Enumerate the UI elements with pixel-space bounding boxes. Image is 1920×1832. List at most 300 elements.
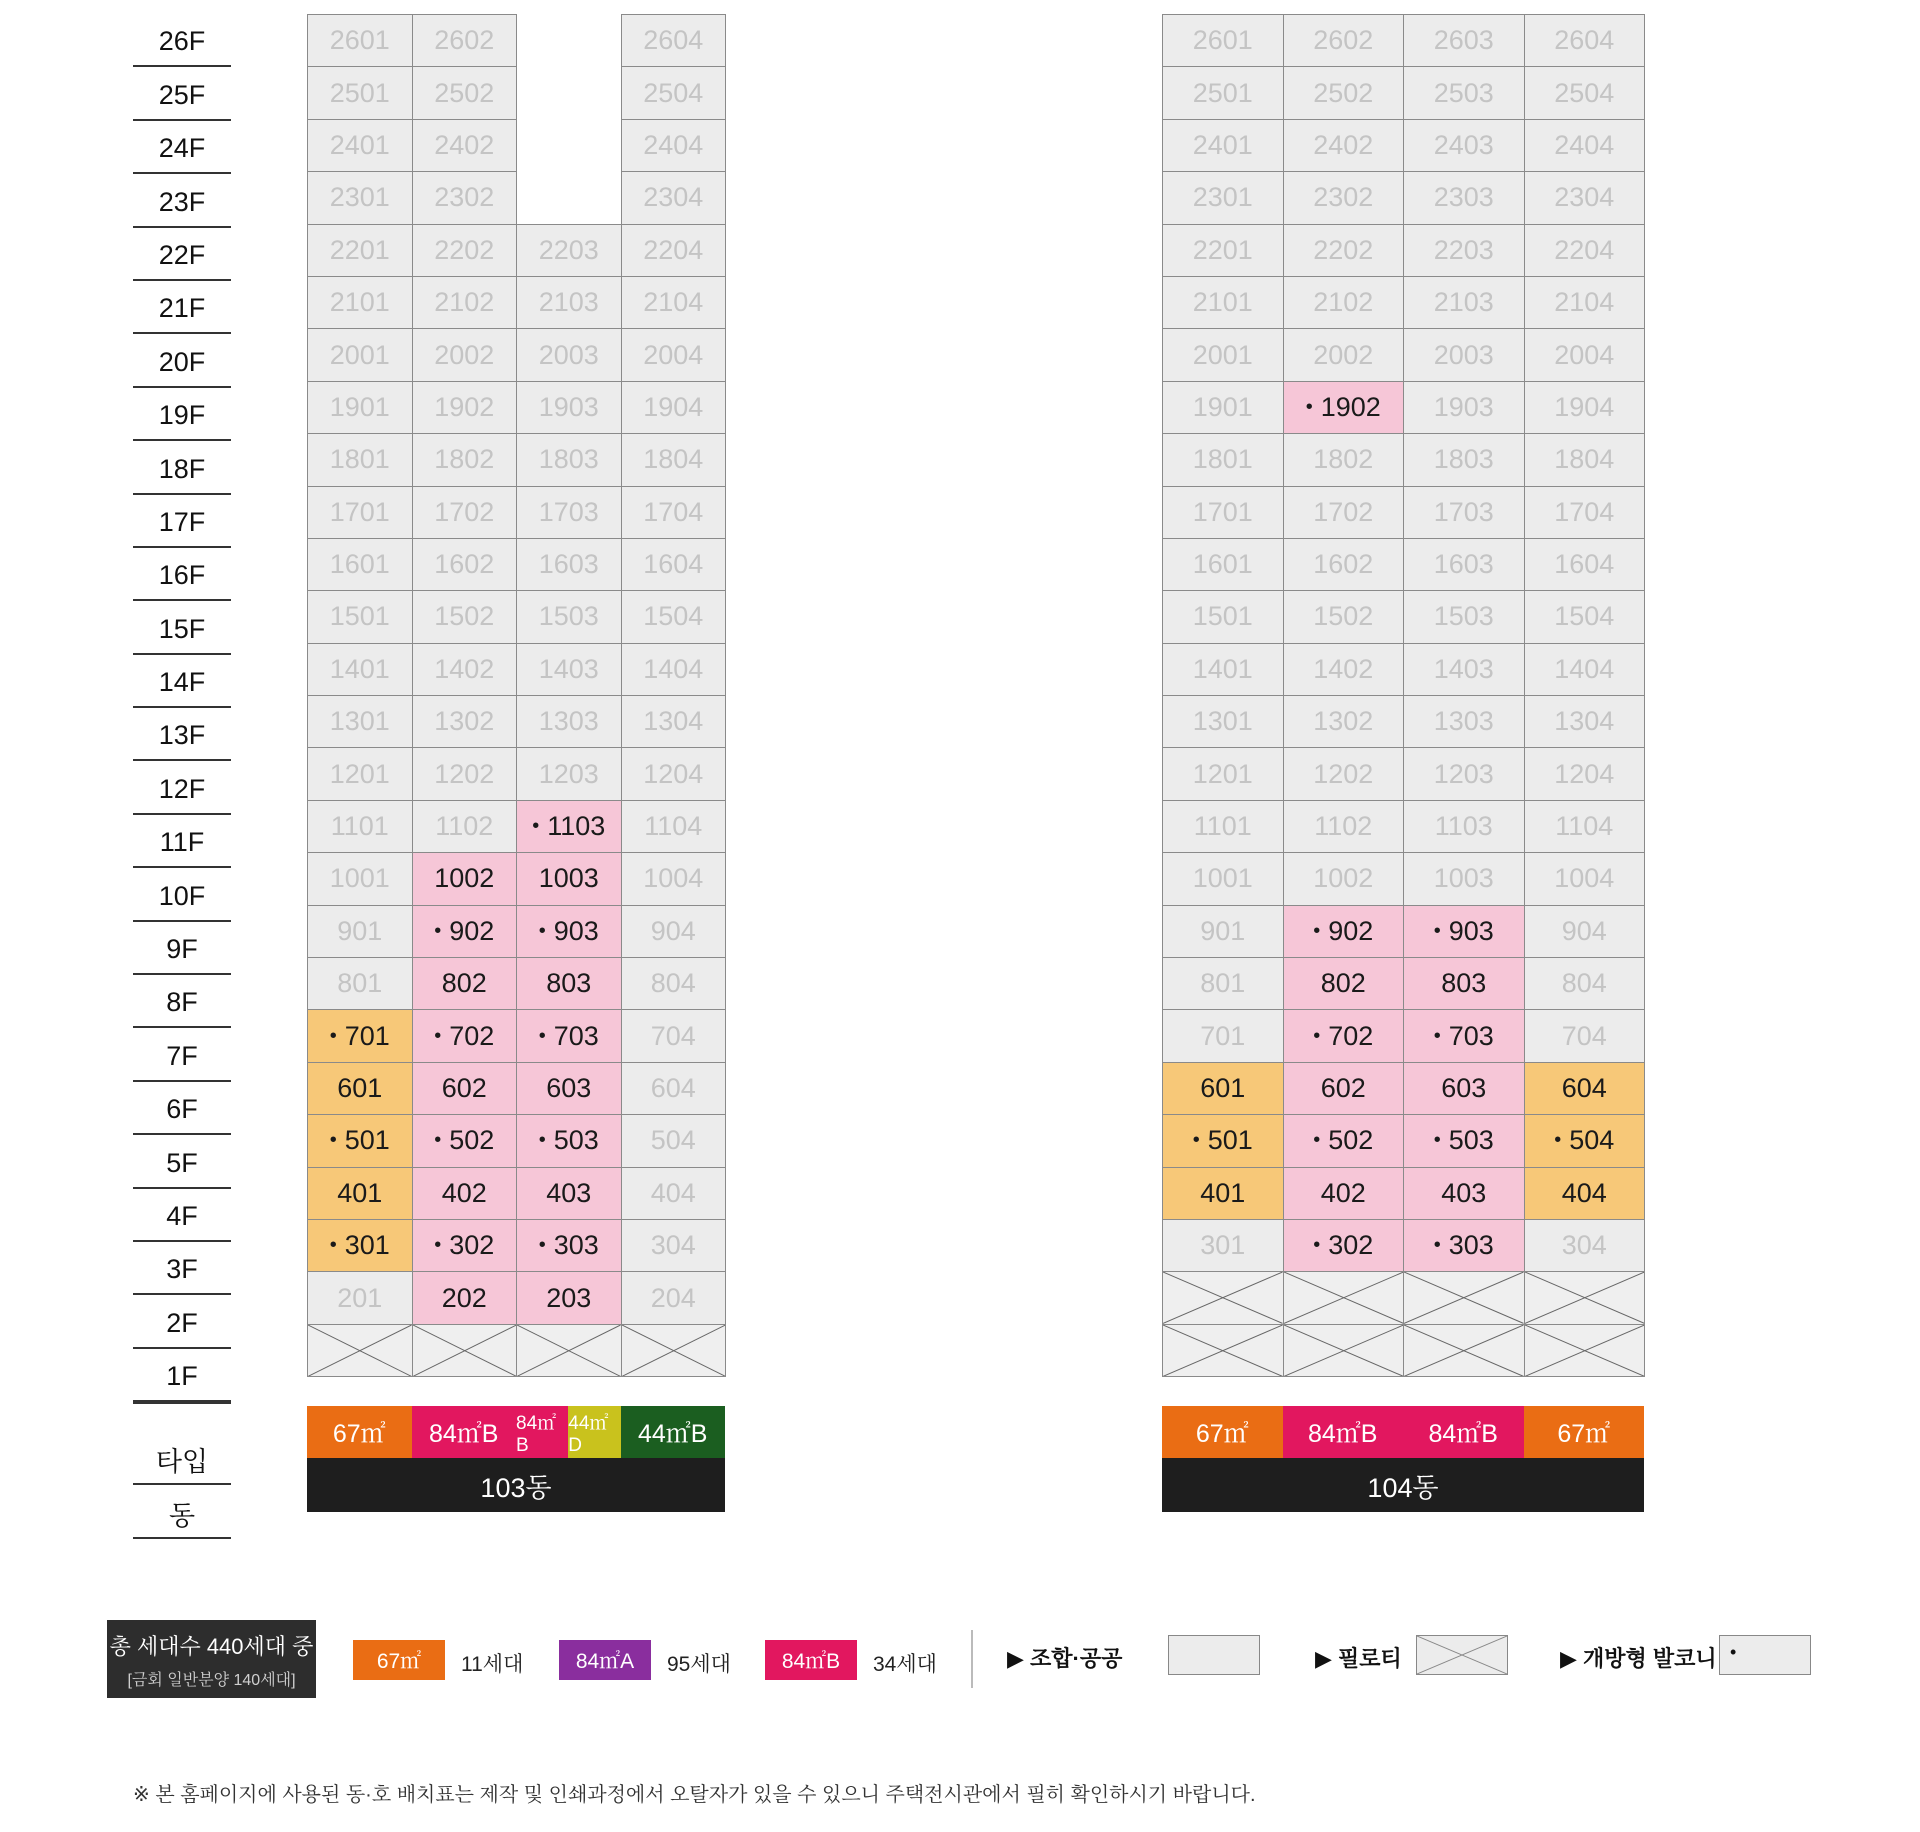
unit-number: 2504 (643, 77, 704, 108)
unit-number: 503 (1448, 1125, 1494, 1156)
unit-cell (1162, 1009, 1284, 1062)
unit-number: 1903 (1433, 391, 1494, 422)
unit-cell (1403, 433, 1525, 486)
unit-cell (1283, 14, 1405, 67)
unit-cell (1162, 957, 1284, 1010)
unit-cell (307, 14, 413, 67)
legend-open-balcony-label: ▶ 개방형 발코니 (1560, 1646, 1717, 1671)
type-cell: 67㎡ (307, 1406, 412, 1458)
legend-union-public-label: ▶ 조합·공공 (1007, 1646, 1123, 1671)
unit-cell (1524, 119, 1646, 172)
piloti-cross-icon (1163, 1272, 1283, 1323)
unit-cell (307, 643, 413, 696)
unit-number: 1203 (538, 758, 599, 789)
type-cell: 44㎡D (568, 1406, 620, 1458)
row-label-dong: 동 (133, 1485, 231, 1539)
unit-number: 1302 (434, 706, 495, 737)
unit-number: 2204 (1554, 234, 1615, 265)
unit-cell (1283, 119, 1405, 172)
unit-number: 1201 (329, 758, 390, 789)
unit-number: 2401 (1192, 129, 1253, 160)
unit-cell (1283, 433, 1405, 486)
unit-cell (1283, 1114, 1405, 1167)
unit-number: 204 (650, 1282, 696, 1313)
balcony-dot-icon: • (1313, 919, 1321, 942)
unit-number: 1902 (434, 391, 495, 422)
unit-cell (1283, 1167, 1405, 1220)
unit-number: 2602 (1313, 25, 1374, 56)
unit-number: 1802 (434, 444, 495, 475)
unit-number: 502 (449, 1125, 495, 1156)
unit-number: 1003 (538, 863, 599, 894)
floor-label: 17F (133, 495, 231, 548)
unit-number: 1001 (329, 863, 390, 894)
balcony-dot-icon: • (532, 815, 540, 838)
unit-number: 401 (337, 1177, 383, 1208)
unit-cell (1162, 538, 1284, 591)
unit-number: 1403 (1433, 653, 1494, 684)
unit-number: 901 (337, 915, 383, 946)
unit-number: 503 (553, 1125, 599, 1156)
unit-number: 1602 (1313, 549, 1374, 580)
unit-cell (1283, 66, 1405, 119)
piloti-cross-icon (1404, 1325, 1524, 1376)
unit-number: 2302 (434, 182, 495, 213)
unit-cell (1524, 66, 1646, 119)
unit-cell (412, 590, 518, 643)
type-cell: 67㎡ (1162, 1406, 1283, 1458)
unit-number: 2502 (434, 77, 495, 108)
building-103 (307, 14, 725, 1512)
balcony-dot-icon: • (538, 1234, 546, 1257)
unit-cell (1162, 14, 1284, 67)
unit-cell (1283, 957, 1405, 1010)
unit-number: 303 (1448, 1230, 1494, 1261)
unit-cell (1524, 486, 1646, 539)
unit-number: 1803 (538, 444, 599, 475)
unit-number: 801 (1200, 968, 1246, 999)
unit-number: 2004 (1554, 339, 1615, 370)
unit-cell (412, 171, 518, 224)
unit-cell (1403, 14, 1525, 67)
unit-number: 2504 (1554, 77, 1615, 108)
piloti-cross-icon (1525, 1272, 1645, 1323)
unit-cell (1524, 957, 1646, 1010)
unit-cell (1524, 643, 1646, 696)
unit-cell (621, 119, 727, 172)
unit-cell (1162, 224, 1284, 277)
unit-number: 402 (441, 1177, 487, 1208)
unit-cell (1162, 747, 1284, 800)
unit-number: 1504 (1554, 601, 1615, 632)
unit-number: 2301 (1192, 182, 1253, 213)
piloti-cross-icon (1163, 1325, 1283, 1376)
floor-label: 10F (133, 868, 231, 921)
unit-number: 1704 (643, 496, 704, 527)
unit-number: 604 (650, 1073, 696, 1103)
floor-label: 8F (133, 975, 231, 1028)
unit-cell (621, 66, 727, 119)
unit-cell (516, 1062, 622, 1115)
floor-label: 15F (133, 601, 231, 654)
unit-cell (1524, 1167, 1646, 1220)
unit-number: 1801 (329, 444, 390, 475)
unit-number: 1102 (1314, 811, 1373, 842)
unit-cell (307, 1167, 413, 1220)
unit-cell (621, 800, 727, 853)
unit-cell (1162, 433, 1284, 486)
balcony-dot-icon: • (1433, 919, 1441, 942)
unit-number: 1704 (1554, 496, 1615, 527)
unit-cell (1162, 643, 1284, 696)
unit-number: 203 (546, 1282, 592, 1313)
row-label-type: 타입 (133, 1431, 231, 1485)
unit-cell (1162, 905, 1284, 958)
unit-cell (1283, 1062, 1405, 1115)
floor-label: 16F (133, 548, 231, 601)
unit-number: 2604 (1554, 25, 1615, 56)
unit-cell (516, 276, 622, 329)
unit-cell (1524, 1009, 1646, 1062)
unit-cell (1403, 538, 1525, 591)
unit-number: 1502 (1313, 601, 1374, 632)
unit-number: 1602 (434, 549, 495, 580)
unit-cell (1403, 1114, 1525, 1167)
unit-number: 1104 (1555, 811, 1614, 842)
empty-cell (516, 119, 622, 172)
unit-number: 2002 (1313, 339, 1374, 370)
unit-number: 504 (650, 1125, 696, 1156)
balcony-dot-icon: • (329, 1129, 337, 1152)
unit-number: 2004 (643, 339, 704, 370)
unit-cell (621, 328, 727, 381)
unit-cell (621, 1219, 727, 1272)
unit-cell (307, 486, 413, 539)
unit-cell (621, 852, 727, 905)
unit-cell (516, 538, 622, 591)
unit-cell (516, 643, 622, 696)
unit-number: 402 (1320, 1177, 1366, 1208)
unit-number: 2302 (1313, 182, 1374, 213)
unit-number: 1801 (1192, 444, 1253, 475)
unit-number: 301 (1200, 1230, 1246, 1261)
unit-cell (412, 1167, 518, 1220)
unit-number: 903 (553, 915, 599, 946)
unit-grid (307, 14, 725, 1376)
legend-count-84a: 95세대 (667, 1653, 731, 1676)
unit-number: 803 (1441, 968, 1487, 999)
unit-number: 802 (441, 968, 487, 999)
unit-cell (1403, 66, 1525, 119)
unit-number: 2003 (538, 339, 599, 370)
unit-cell (412, 957, 518, 1010)
unit-cell (1162, 590, 1284, 643)
unit-number: 2404 (1554, 129, 1615, 160)
balcony-dot-icon: • (1730, 1642, 1737, 1662)
unit-cell (412, 852, 518, 905)
legend-piloti-box (1416, 1635, 1508, 1675)
unit-cell (1283, 1009, 1405, 1062)
unit-number: 404 (650, 1177, 696, 1208)
unit-number: 801 (337, 968, 383, 999)
empty-cell (516, 171, 622, 224)
unit-cell (1403, 957, 1525, 1010)
unit-cell (1403, 590, 1525, 643)
unit-cell (412, 119, 518, 172)
piloti-cell (1162, 1271, 1284, 1324)
floor-label: 23F (133, 174, 231, 227)
type-row (1162, 1406, 1644, 1458)
unit-cell (621, 695, 727, 748)
unit-number: 2404 (643, 129, 704, 160)
unit-cell (1524, 1114, 1646, 1167)
unit-number: 303 (553, 1230, 599, 1261)
unit-number: 602 (1320, 1073, 1366, 1103)
floor-label: 26F (133, 14, 231, 67)
unit-number: 1204 (1554, 758, 1615, 789)
unit-number: 601 (337, 1073, 383, 1103)
unit-number: 1904 (1554, 391, 1615, 422)
unit-number: 1402 (434, 653, 495, 684)
balcony-dot-icon: • (1192, 1129, 1200, 1152)
unit-cell (412, 276, 518, 329)
unit-number: 1103 (1434, 811, 1493, 842)
unit-cell (307, 1219, 413, 1272)
unit-number: 1502 (434, 601, 495, 632)
unit-cell (307, 171, 413, 224)
unit-number: 2104 (643, 287, 704, 318)
unit-cell (1524, 1062, 1646, 1115)
balcony-dot-icon: • (538, 1129, 546, 1152)
dong-label: 103동 (307, 1458, 725, 1512)
floor-label: 1F (133, 1349, 231, 1402)
unit-cell (1162, 119, 1284, 172)
balcony-dot-icon: • (1554, 1129, 1562, 1152)
unit-cell (621, 486, 727, 539)
piloti-cross-icon (1404, 1272, 1524, 1323)
unit-number: 1303 (538, 706, 599, 737)
unit-cell (621, 14, 727, 67)
legend-swatch-84b: 84㎡B (765, 1640, 857, 1680)
unit-number: 604 (1561, 1073, 1607, 1103)
unit-cell (621, 1009, 727, 1062)
unit-number: 1401 (1192, 653, 1253, 684)
unit-cell (412, 381, 518, 434)
unit-cell (412, 433, 518, 486)
unit-number: 304 (1561, 1230, 1607, 1261)
unit-number: 2601 (329, 25, 390, 56)
total-units-box (107, 1620, 316, 1698)
type-cell: 84㎡B (1403, 1406, 1524, 1458)
balcony-dot-icon: • (434, 1129, 442, 1152)
unit-cell (1403, 643, 1525, 696)
unit-number: 501 (344, 1125, 390, 1156)
piloti-cross-icon (1525, 1325, 1645, 1376)
unit-number: 403 (1441, 1177, 1487, 1208)
unit-number: 1703 (1433, 496, 1494, 527)
unit-number: 2402 (434, 129, 495, 160)
piloti-cell (1524, 1271, 1646, 1324)
floor-label: 18F (133, 441, 231, 494)
unit-cell (1524, 695, 1646, 748)
unit-number: 1004 (643, 863, 704, 894)
unit-cell (307, 1271, 413, 1324)
piloti-cross-icon (1284, 1272, 1404, 1323)
unit-cell (1162, 276, 1284, 329)
balcony-dot-icon: • (1433, 1234, 1441, 1257)
unit-number: 1402 (1313, 653, 1374, 684)
unit-cell (307, 800, 413, 853)
unit-cell (1524, 1219, 1646, 1272)
unit-cell (516, 1114, 622, 1167)
legend-swatch-67: 67㎡ (353, 1640, 445, 1680)
piloti-cross-icon (413, 1325, 517, 1376)
unit-number: 2604 (643, 25, 704, 56)
unit-number: 1901 (329, 391, 390, 422)
unit-cell (1162, 328, 1284, 381)
unit-cell (307, 119, 413, 172)
unit-cell (1524, 852, 1646, 905)
piloti-cross-icon (622, 1325, 726, 1376)
unit-number: 2103 (538, 287, 599, 318)
piloti-cell (1283, 1271, 1405, 1324)
type-row (307, 1406, 725, 1458)
piloti-cell (1162, 1324, 1284, 1377)
unit-cell (1524, 905, 1646, 958)
unit-number: 2501 (329, 77, 390, 108)
unit-number: 1603 (1433, 549, 1494, 580)
unit-cell (412, 538, 518, 591)
unit-number: 2502 (1313, 77, 1374, 108)
unit-cell (307, 538, 413, 591)
unit-cell (1283, 747, 1405, 800)
unit-cell (307, 433, 413, 486)
unit-cell (1524, 381, 1646, 434)
unit-cell (307, 328, 413, 381)
unit-cell (516, 433, 622, 486)
unit-cell (1403, 1062, 1525, 1115)
floor-label: 12F (133, 761, 231, 814)
unit-number: 703 (1448, 1020, 1494, 1051)
footnote: ※ 본 홈페이지에 사용된 동·호 배치표는 제작 및 인쇄과정에서 오탈자가 있을 수 있으니 주택전시관에서 필히 확인하시기 바랍니다. (133, 1784, 1256, 1806)
unit-number: 1002 (1313, 863, 1374, 894)
unit-number: 2402 (1313, 129, 1374, 160)
floor-label-spacer (133, 1402, 231, 1431)
unit-cell (1283, 224, 1405, 277)
unit-number: 1001 (1192, 863, 1253, 894)
piloti-cross-icon (1417, 1636, 1507, 1674)
unit-cell (1524, 328, 1646, 381)
unit-number: 902 (1328, 915, 1374, 946)
unit-cell (1283, 852, 1405, 905)
floor-label: 9F (133, 922, 231, 975)
unit-cell (1162, 1219, 1284, 1272)
unit-number: 802 (1320, 968, 1366, 999)
unit-number: 702 (449, 1020, 495, 1051)
empty-cell (516, 14, 622, 67)
unit-cell (621, 276, 727, 329)
unit-number: 1501 (1192, 601, 1253, 632)
legend-open-balcony-box (1719, 1635, 1811, 1675)
balcony-dot-icon: • (1313, 1234, 1321, 1257)
general-sale-text: [금회 일반분양 140세대] (127, 1672, 296, 1689)
unit-cell (1403, 224, 1525, 277)
unit-number: 1504 (643, 601, 704, 632)
unit-cell (412, 905, 518, 958)
unit-number: 701 (344, 1020, 390, 1051)
unit-number: 1703 (538, 496, 599, 527)
balcony-dot-icon: • (1305, 395, 1313, 418)
unit-cell (621, 171, 727, 224)
unit-cell (516, 486, 622, 539)
unit-number: 1503 (538, 601, 599, 632)
unit-number: 2602 (434, 25, 495, 56)
floor-label: 24F (133, 121, 231, 174)
unit-cell (516, 590, 622, 643)
legend (107, 1620, 1827, 1698)
unit-cell (1283, 1219, 1405, 1272)
unit-cell (516, 905, 622, 958)
unit-cell (307, 1062, 413, 1115)
unit-cell (1403, 119, 1525, 172)
unit-number: 804 (1561, 968, 1607, 999)
unit-number: 2203 (538, 234, 599, 265)
unit-number: 1104 (644, 811, 703, 842)
empty-cell (516, 66, 622, 119)
floor-label: 4F (133, 1189, 231, 1242)
unit-cell (1524, 14, 1646, 67)
unit-number: 1701 (329, 496, 390, 527)
legend-count-84b: 34세대 (873, 1653, 937, 1676)
unit-cell (1524, 224, 1646, 277)
unit-cell (621, 1114, 727, 1167)
unit-cell (1162, 66, 1284, 119)
unit-cell (307, 381, 413, 434)
unit-number: 2201 (329, 234, 390, 265)
unit-number: 2102 (1313, 287, 1374, 318)
unit-number: 2002 (434, 339, 495, 370)
unit-number: 1102 (435, 811, 494, 842)
floor-label: 22F (133, 228, 231, 281)
unit-number: 1301 (1192, 706, 1253, 737)
unit-number: 2101 (329, 287, 390, 318)
legend-union-public-box (1168, 1635, 1260, 1675)
unit-cell (1403, 695, 1525, 748)
piloti-cell (1283, 1324, 1405, 1377)
unit-cell (1403, 747, 1525, 800)
unit-number: 601 (1200, 1073, 1246, 1103)
unit-number: 1604 (1554, 549, 1615, 580)
unit-cell (412, 328, 518, 381)
unit-cell (1403, 1009, 1525, 1062)
balcony-dot-icon: • (329, 1024, 337, 1047)
unit-number: 703 (553, 1020, 599, 1051)
unit-number: 2503 (1433, 77, 1494, 108)
unit-number: 904 (650, 915, 696, 946)
unit-number: 1404 (643, 653, 704, 684)
unit-cell (1524, 433, 1646, 486)
unit-cell (1283, 590, 1405, 643)
unit-number: 501 (1207, 1125, 1253, 1156)
unit-number: 1603 (538, 549, 599, 580)
unit-cell (412, 800, 518, 853)
unit-number: 2003 (1433, 339, 1494, 370)
unit-cell (1403, 1219, 1525, 1272)
dong-label: 104동 (1162, 1458, 1644, 1512)
unit-cell (412, 1062, 518, 1115)
floor-label: 3F (133, 1242, 231, 1295)
piloti-cell (412, 1324, 518, 1377)
